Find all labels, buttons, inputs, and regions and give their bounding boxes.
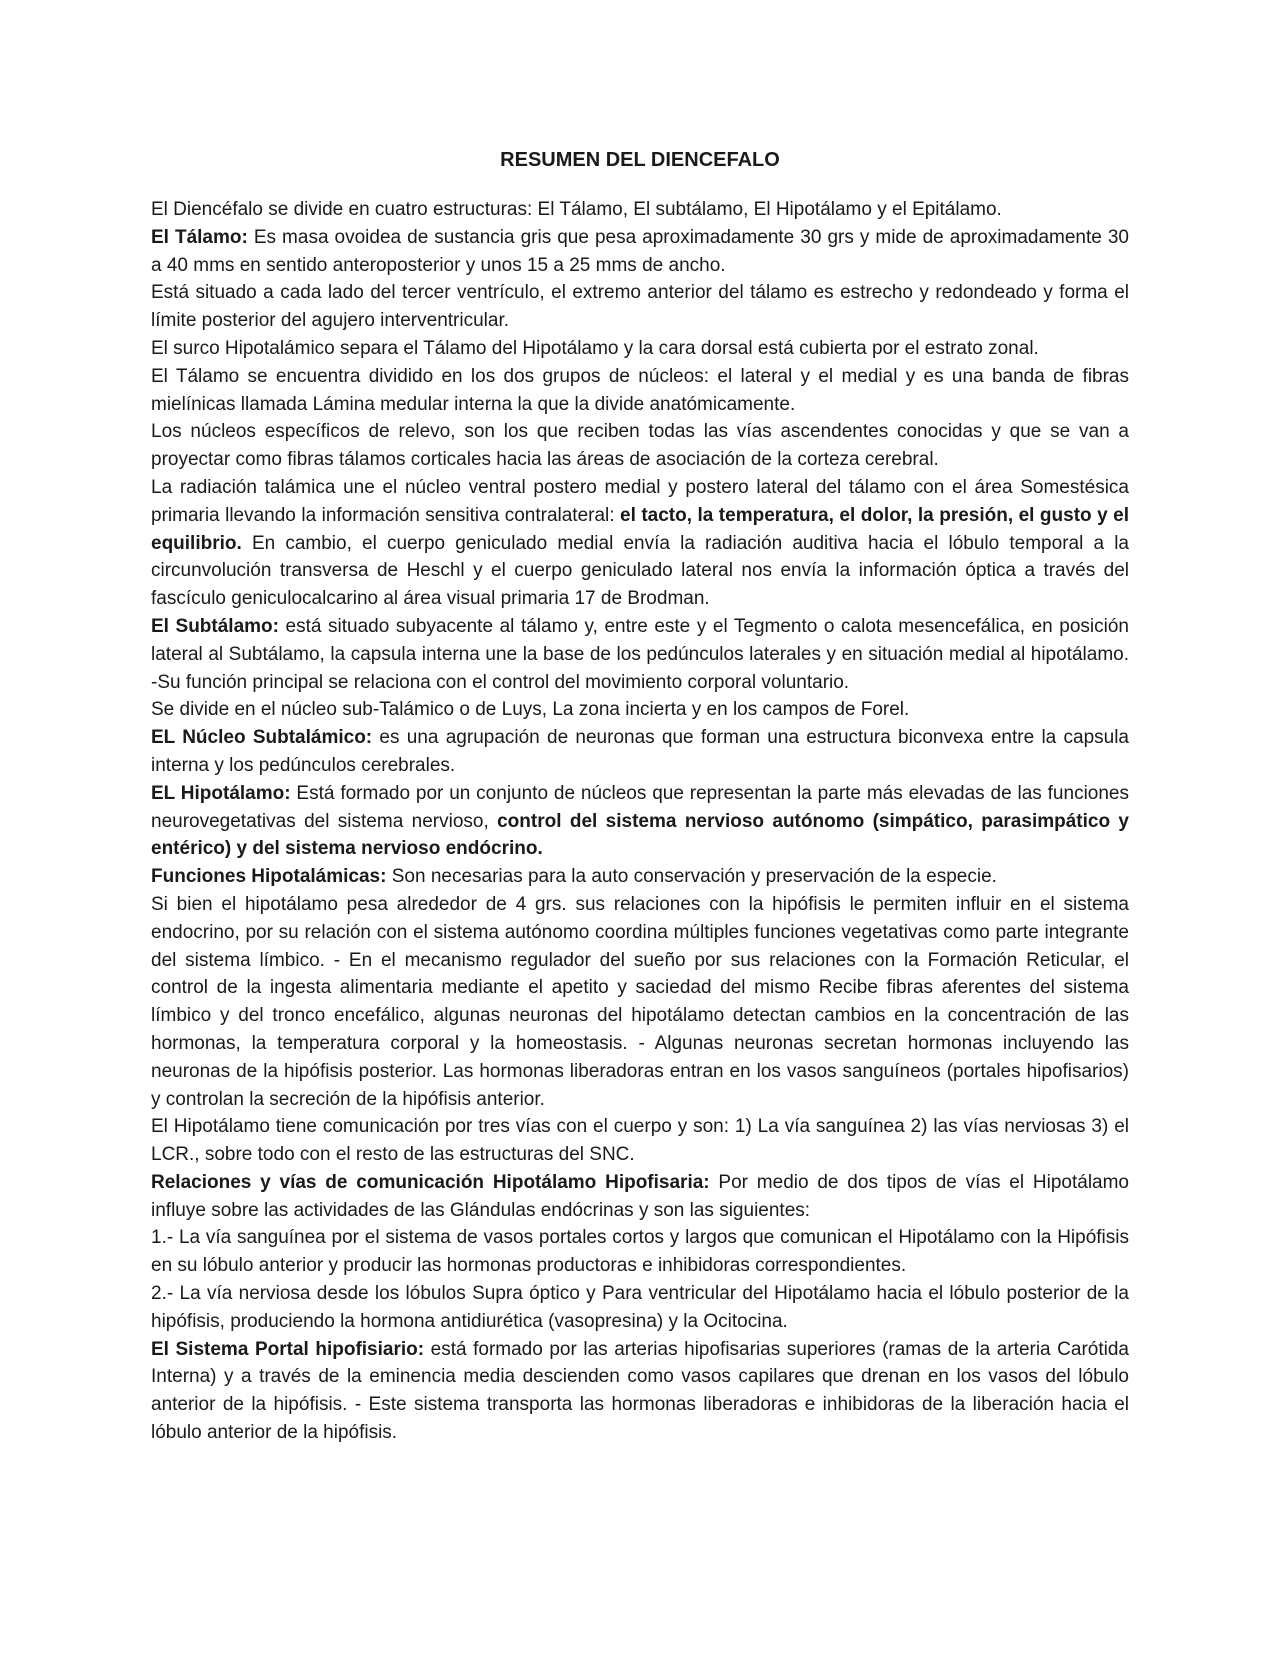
paragraph-text: Es masa ovoidea de sustancia gris que pesa aproximadamente 30 grs y mide de aproximadamente 30 a 40 mms en sentido anteroposterior y unos 15 a 25 mms de ancho. <box>151 226 1129 276</box>
paragraph-text: El surco Hipotalámico separa el Tálamo del Hipotálamo y la cara dorsal está cubierta por el estrato zonal. <box>151 337 1039 359</box>
document-page <box>151 146 1129 1447</box>
paragraph-lead: EL Hipotálamo: <box>151 782 291 804</box>
paragraph-text: La radiación talámica une el núcleo ventral postero medial y postero lateral del tálamo con el área Somestésica primaria llevando la información sensitiva contralateral: <box>151 476 1129 526</box>
paragraph-text: está formado por las arterias hipofisarias superiores (ramas de la arteria Carótida Interna) y a través de la eminencia media descienden como vasos capilares que drenan en los vasos del lóbulo anterior de la hipófisis. - Este sistema transporta las hormonas liberadoras e inhibidoras de la liberación hacia el lóbulo anterior de la hipófisis. <box>151 1338 1130 1444</box>
paragraph-text: 1.- La vía sanguínea por el sistema de vasos portales cortos y largos que comunican el Hipotálamo con la Hipófisis en su lóbulo anterior y producir las hormonas productoras e inhibidoras correspondientes. <box>151 1227 1129 1277</box>
paragraph-intro <box>151 196 1129 224</box>
paragraph-lead: Relaciones y vías de comunicación Hipotálamo Hipofisaria: <box>151 1171 710 1193</box>
paragraph-relaciones <box>151 1169 1129 1225</box>
paragraph-text: Los núcleos específicos de relevo, son los que reciben todas las vías ascendentes conocidas y que se van a proyectar como fibras tálamos corticales hacia las áreas de asociación de la corteza cerebral. <box>151 421 1129 471</box>
paragraph-text: Por medio de dos tipos de vías el Hipotálamo influye sobre las actividades de las Glándulas endócrinas y son las siguientes: <box>151 1171 1129 1221</box>
paragraph-bold: control del sistema nervioso autónomo (simpático, parasimpático y entérico) y del sistema nervioso endócrino. <box>151 810 1130 860</box>
paragraph-comunicacion <box>151 1113 1129 1169</box>
paragraph-lead: Funciones Hipotalámicas: <box>151 866 387 888</box>
paragraph-text: Si bien el hipotálamo pesa alrededor de 4 grs. sus relaciones con la hipófisis le permiten influir en el sistema endocrino, por su relación con el sistema autónomo coordina múltiples funciones vegetativas como parte integrante del sistema límbico. - En el mecanismo regulador del sueño por sus relaciones con la Formación Reticular, el control de la ingesta alimentaria mediante el apetito y saciedad del mismo Recibe fibras aferentes del sistema límbico y del tronco encefálico, algunas neuronas del hipotálamo detectan cambios en la concentración de las hormonas, la temperatura corporal y la homeostasis. - Algunas neuronas secretan hormonas incluyendo las neuronas de la hipófisis posterior. Las hormonas liberadoras entran en los vasos sanguíneos (portales hipofisarios) y controlan la secreción de la hipófisis anterior. <box>151 893 1129 1110</box>
paragraph-subtalamo-division <box>151 696 1129 724</box>
paragraph-lead: El Subtálamo: <box>151 615 279 637</box>
paragraph-talamo-location <box>151 279 1129 335</box>
paragraph-lead: El Sistema Portal hipofisiario: <box>151 1338 425 1360</box>
paragraph-surco <box>151 335 1129 363</box>
paragraph-text: El Diencéfalo se divide en cuatro estructuras: El Tálamo, El subtálamo, El Hipotálamo y el Epitálamo. <box>151 199 1002 220</box>
paragraph-nucleos <box>151 418 1129 474</box>
paragraph-text: En cambio, el cuerpo geniculado medial envía la radiación auditiva hacia el lóbulo temporal a la circunvolución transversa de Heschl y el cuerpo geniculado lateral nos envía la información óptica a través del fascículo geniculocalcarino al área visual primaria 17 de Brodman. <box>151 532 1129 610</box>
paragraph-text: Está situado a cada lado del tercer ventrículo, el extremo anterior del tálamo es estrecho y redondeado y forma el límite posterior del agujero interventricular. <box>151 282 1129 332</box>
paragraph-text: El Hipotálamo tiene comunicación por tres vías con el cuerpo y son: 1) La vía sanguínea 2) las vías nerviosas 3) el LCR., sobre todo con el resto de las estructuras del SNC. <box>151 1116 1129 1166</box>
paragraph-text: Son necesarias para la auto conservación y preservación de la especie. <box>386 866 997 888</box>
paragraph-funciones <box>151 863 1129 891</box>
paragraph-text: está situado subyacente al tálamo y, entre este y el Tegmento o calota mesencefálica, en posición lateral al Subtálamo, la capsula interna une la base de los pedúnculos laterales y en situación medial al hipotálamo. -Su función principal se relaciona con el control del movimiento corporal voluntario. <box>151 615 1129 693</box>
paragraph-nucleo-subtalamico <box>151 724 1129 780</box>
paragraph-lead: El Tálamo: <box>151 226 248 248</box>
paragraph-hipotalamo-detalle <box>151 891 1129 1113</box>
paragraph-hipotalamo <box>151 780 1129 863</box>
paragraph-subtalamo <box>151 613 1129 696</box>
paragraph-text: 2.- La vía nerviosa desde los lóbulos Supra óptico y Para ventricular del Hipotálamo hacia el lóbulo posterior de la hipófisis, produciendo la hormona antidiurética (vasopresina) y la Ocitocina. <box>151 1283 1129 1332</box>
paragraph-via-nerviosa <box>151 1280 1129 1336</box>
paragraph-bold: el tacto, la temperatura, el dolor, la presión, el gusto y el equilibrio. <box>151 504 1129 554</box>
paragraph-text: es una agrupación de neuronas que forman una estructura biconvexa entre la capsula interna y los pedúnculos cerebrales. <box>151 727 1129 776</box>
paragraph-text: Está formado por un conjunto de núcleos que representan la parte más elevadas de las funciones neurovegetativas del sistema nervioso, <box>151 782 1129 832</box>
paragraph-sistema-portal <box>151 1336 1129 1447</box>
paragraph-talamo-division <box>151 363 1129 419</box>
paragraph-via-sanguinea <box>151 1224 1129 1280</box>
paragraph-text: El Tálamo se encuentra dividido en los dos grupos de núcleos: el lateral y el medial y es una banda de fibras mielínicas llamada Lámina medular interna la que la divide anatómicamente. <box>151 365 1129 415</box>
paragraph-text: Se divide en el núcleo sub-Talámico o de Luys, La zona incierta y en los campos de Forel. <box>151 699 910 721</box>
document-title: RESUMEN DEL DIENCEFALO <box>500 149 780 171</box>
paragraph-lead: EL Núcleo Subtalámico: <box>151 727 373 749</box>
paragraph-talamo <box>151 224 1129 280</box>
paragraph-radiacion <box>151 474 1129 613</box>
